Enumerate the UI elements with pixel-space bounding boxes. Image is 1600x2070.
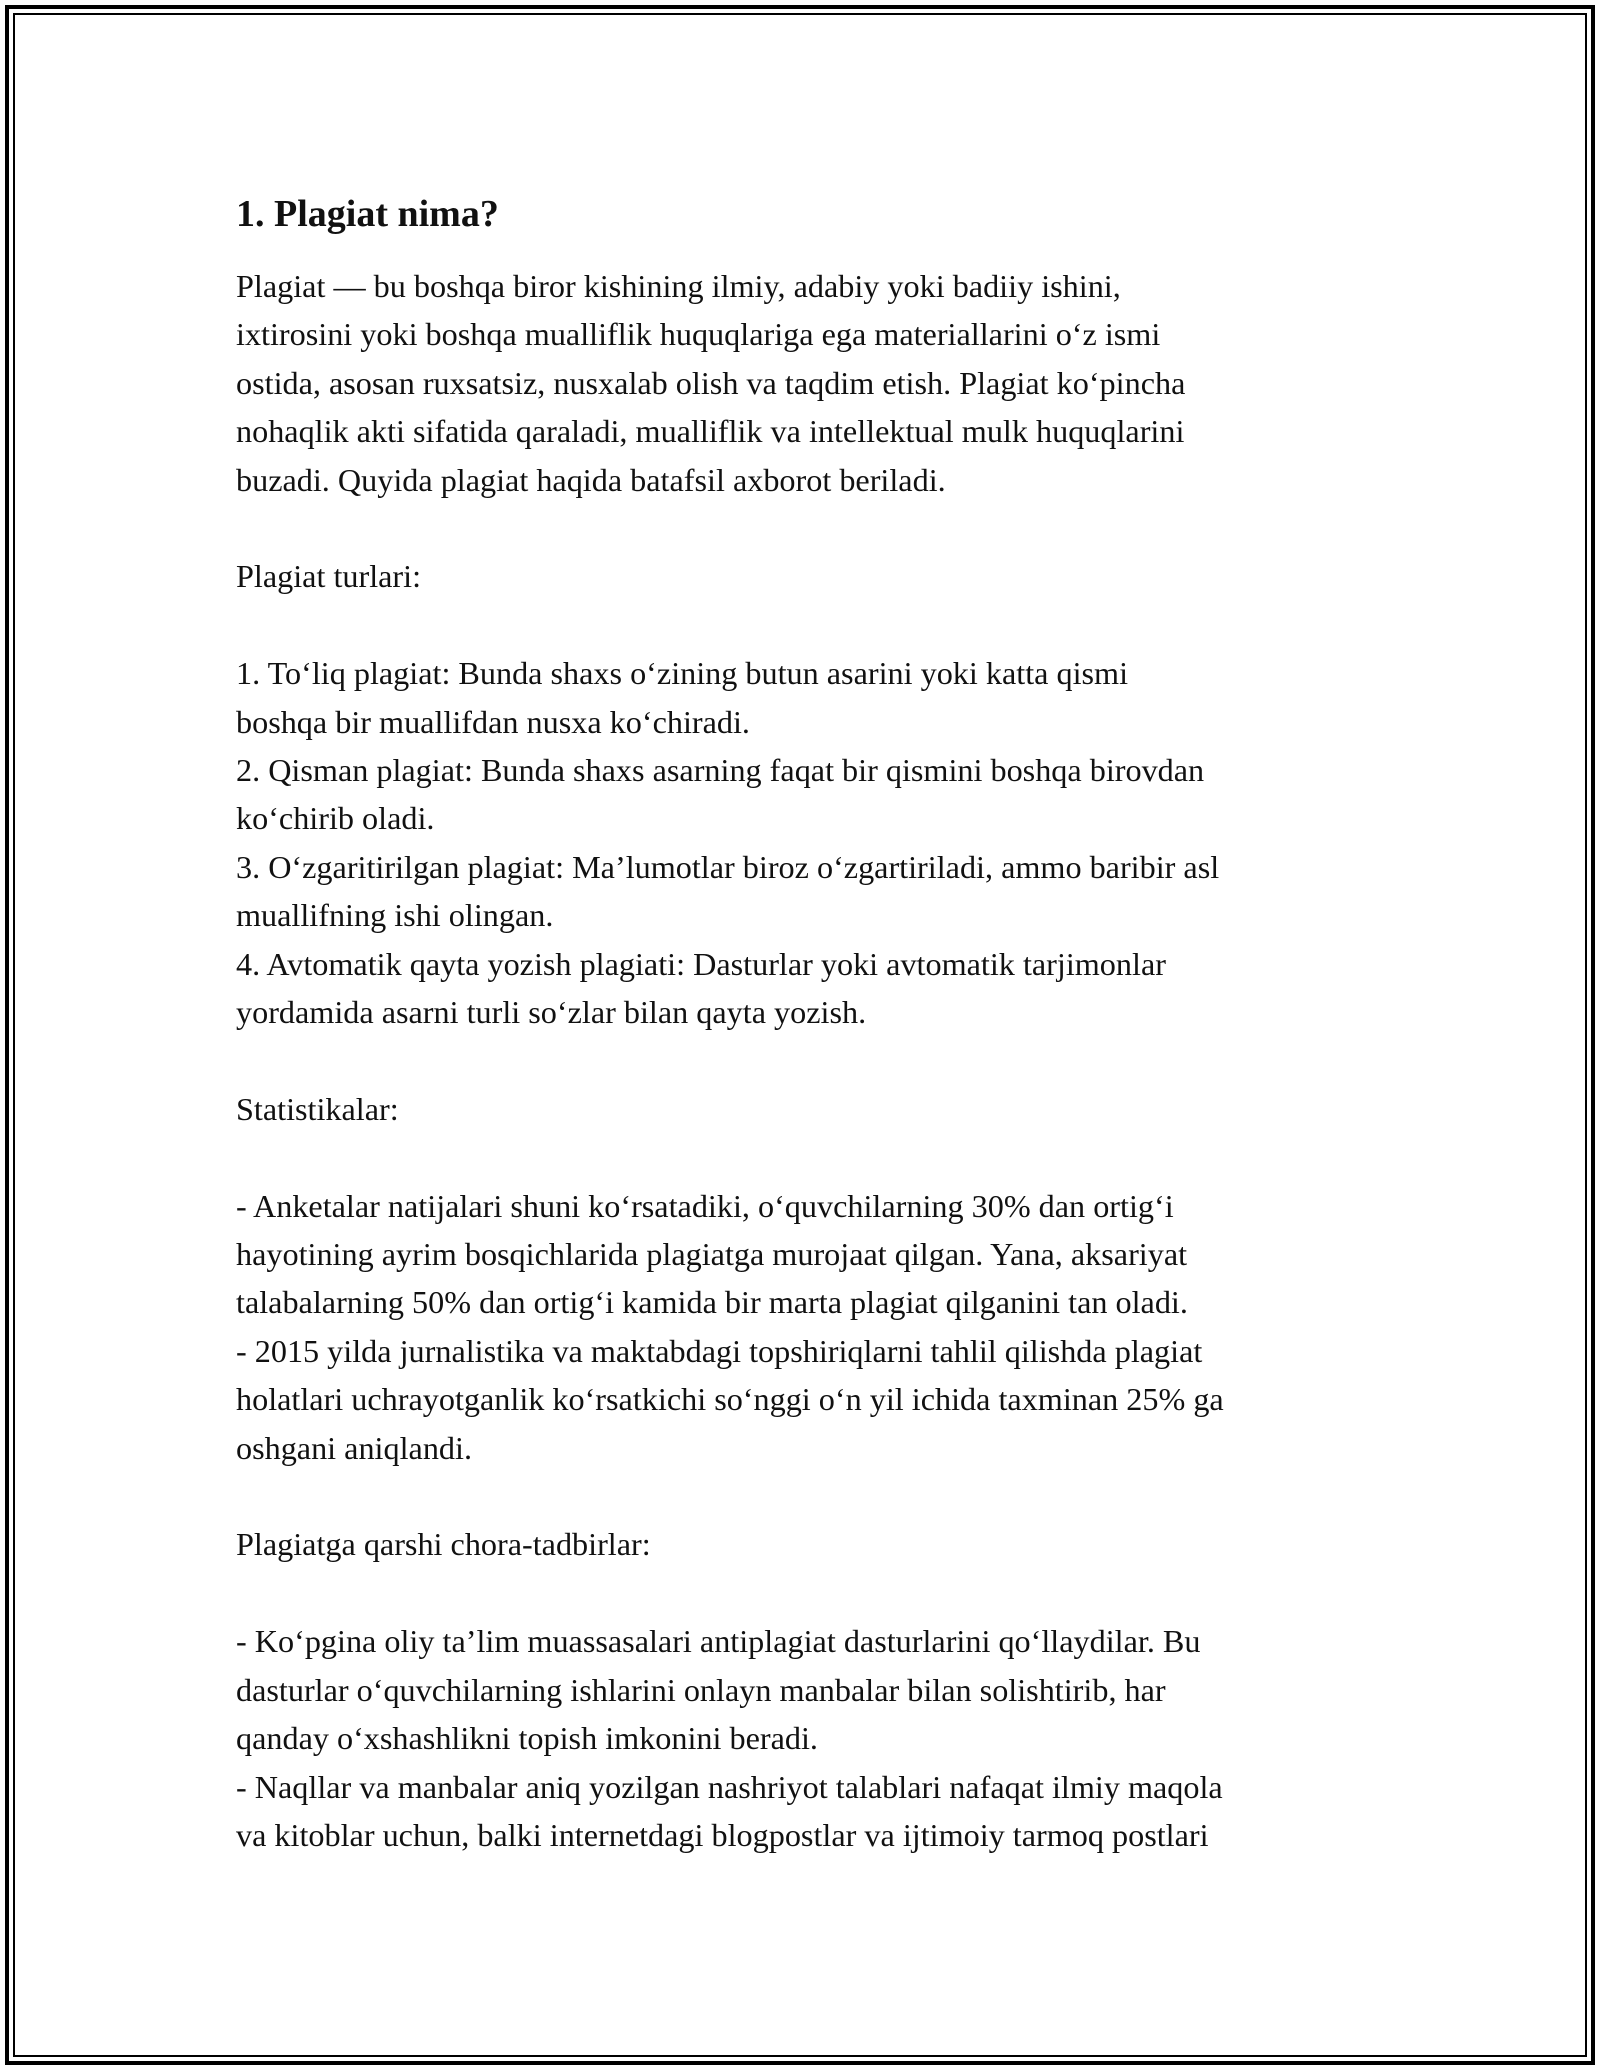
intro-line: buzadi. Quyida plagiat haqida batafsil axborot beriladi. (236, 461, 946, 498)
intro-line: ostida, asosan ruxsatsiz, nusxalab olish va taqdim etish. Plagiat ko‘pincha (236, 364, 1186, 401)
spacer (236, 1036, 1386, 1084)
stats-line: - Anketalar natijalari shuni ko‘rsatadiki, o‘quvchilarning 30% dan ortig‘i (236, 1187, 1174, 1224)
stats-line: talabalarning 50% dan ortig‘i kamida bir marta plagiat qilganini tan oladi. (236, 1284, 1188, 1321)
stats-line: - 2015 yilda jurnalistika va maktabdagi topshiriqlarni tahlil qilishda plagiat (236, 1332, 1203, 1369)
spacer (236, 601, 1386, 649)
spacer (236, 1472, 1386, 1520)
types-line: yordamida asarni turli so‘zlar bilan qayta yozish. (236, 994, 867, 1031)
types-line: muallifning ishi olingan. (236, 897, 554, 934)
spacer (236, 1133, 1386, 1181)
types-section-title (236, 552, 1386, 600)
intro-line: nohaqlik akti sifatida qaraladi, mualliflik va intellektual mulk huquqlarini (236, 413, 1185, 450)
types-line: 2. Qisman plagiat: Bunda shaxs asarning faqat bir qismini boshqa birovdan (236, 752, 1205, 789)
spacer (236, 504, 1386, 552)
types-line: 1. To‘liq plagiat: Bunda shaxs o‘zining butun asarini yoki katta qismi (236, 655, 1129, 692)
types-line: ko‘chirib oladi. (236, 800, 435, 837)
section-title: Plagiat turlari: (236, 558, 422, 595)
stats-line: holatlari uchrayotganlik ko‘rsatkichi so‘nggi o‘n yil ichida taxminan 25% ga (236, 1381, 1224, 1418)
measures-line: qanday o‘xshashlikni topish imkonini beradi. (236, 1720, 818, 1757)
section-title: Statistikalar: (236, 1090, 399, 1127)
intro-line: ixtirosini yoki boshqa mualliflik huquqlariga ega materiallarini o‘z ismi (236, 316, 1161, 353)
stats-section-title (236, 1085, 1386, 1133)
stats-line: hayotining ayrim bosqichlarida plagiatga murojaat qilgan. Yana, aksariyat (236, 1236, 1188, 1273)
intro-line: Plagiat — bu boshqa biror kishining ilmiy, adabiy yoki badiiy ishini, (236, 268, 1121, 304)
types-line: boshqa bir muallifdan nusxa ko‘chiradi. (236, 703, 750, 740)
intro-paragraph (236, 262, 1386, 504)
document-body (236, 190, 1386, 1859)
stats-line: oshgani aniqlandi. (236, 1429, 472, 1466)
section-title: Plagiatga qarshi chora-tadbirlar: (236, 1526, 651, 1563)
types-line: 3. O‘zgaritirilgan plagiat: Ma’lumotlar biroz o‘zgartiriladi, ammo baribir asl (236, 848, 1220, 885)
measures-line: va kitoblar uchun, balki internetdagi blogpostlar va ijtimoiy tarmoq postlari (236, 1816, 1209, 1853)
types-list (236, 649, 1386, 1036)
measures-line: dasturlar o‘quvchilarning ishlarini onlayn manbalar bilan solishtirib, har (236, 1671, 1166, 1708)
spacer (236, 1569, 1386, 1617)
types-line: 4. Avtomatik qayta yozish plagiati: Dasturlar yoki avtomatik tarjimonlar (236, 945, 1166, 982)
measures-list (236, 1617, 1386, 1859)
measures-line: - Ko‘pgina oliy ta’lim muassasalari antiplagiat dasturlarini qo‘llaydilar. Bu (236, 1623, 1201, 1660)
measures-line: - Naqllar va manbalar aniq yozilgan nashriyot talablari nafaqat ilmiy maqola (236, 1768, 1223, 1805)
document-heading: 1. Plagiat nima? (236, 193, 499, 235)
stats-list (236, 1182, 1386, 1472)
measures-section-title (236, 1520, 1386, 1568)
